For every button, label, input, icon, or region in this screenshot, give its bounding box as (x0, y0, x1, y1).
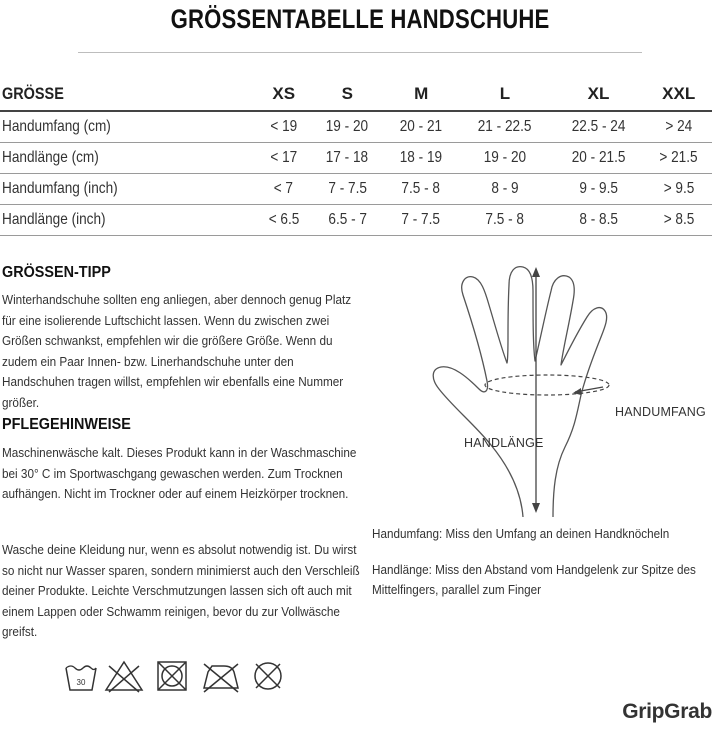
tip-text: Winterhandschuhe sollten eng anliegen, aber dennoch genug Platz für eine isolierende Luftschicht lassen. Wenn du zwischen zwei Größen schwankst, empfehlen wir die größere Größe. Wenn du zudem ein Paar Innen- bzw. Linerhandschuhe unter den Handschuhen tragen willst, empfehlen wir ebenfalls eine Nummer größer. (2, 292, 352, 410)
table-cell: < 7 (257, 173, 310, 204)
wash-temperature: 30 (76, 678, 86, 687)
page-title: GRÖSSENTABELLE HANDSCHUHE (170, 4, 550, 34)
table-cell: > 24 (645, 111, 712, 142)
table-cell: 7 - 7.5 (310, 173, 384, 204)
header-l: L (458, 78, 552, 111)
table-cell: 19 - 20 (310, 111, 384, 142)
row-label: Handumfang (inch) (0, 173, 257, 204)
table-cell: 22.5 - 24 (552, 111, 646, 142)
table-cell: 6.5 - 7 (310, 204, 384, 235)
row-label: Handlänge (inch) (0, 204, 257, 235)
table-cell: 18 - 19 (384, 142, 458, 173)
table-cell: < 19 (257, 111, 310, 142)
care-heading: PFLEGEHINWEISE (2, 416, 131, 433)
no-tumble-dry-icon (158, 662, 186, 690)
table-cell: 20 - 21.5 (552, 142, 646, 173)
table-cell: > 9.5 (645, 173, 712, 204)
row-label: Handlänge (cm) (0, 142, 257, 173)
table-cell: 17 - 18 (310, 142, 384, 173)
no-bleach-icon (106, 662, 142, 692)
size-table (0, 78, 712, 236)
table-cell: < 6.5 (257, 204, 310, 235)
table-header-row (0, 78, 712, 111)
table-row (0, 173, 712, 204)
circumference-label: HANDUMFANG (615, 405, 706, 419)
table-cell: > 8.5 (645, 204, 712, 235)
table-cell: 20 - 21 (384, 111, 458, 142)
wash-30-icon (66, 666, 96, 690)
length-label: HANDLÄNGE (464, 436, 544, 450)
arrow-up-icon (532, 267, 540, 277)
table-cell: 7.5 - 8 (458, 204, 552, 235)
header-size: GRÖSSE (0, 78, 257, 111)
table-cell: 19 - 20 (458, 142, 552, 173)
caption-length: Handlänge: Miss den Abstand vom Handgelenk zur Spitze des Mittelfingers, parallel zum Finger (372, 562, 696, 597)
header-xl: XL (552, 78, 646, 111)
caption-circumference: Handumfang: Miss den Umfang an deinen Handknöcheln (372, 526, 670, 541)
header-xs: XS (257, 78, 310, 111)
table-row (0, 111, 712, 142)
row-label: Handumfang (cm) (0, 111, 257, 142)
circumference-ellipse (485, 375, 609, 395)
table-cell: 7.5 - 8 (384, 173, 458, 204)
tip-heading: GRÖSSEN-TIPP (2, 264, 111, 281)
table-cell: > 21.5 (645, 142, 712, 173)
table-row (0, 142, 712, 173)
table-cell: 8 - 9 (458, 173, 552, 204)
table-cell: < 17 (257, 142, 310, 173)
no-iron-icon (204, 664, 238, 692)
header-xxl: XXL (645, 78, 712, 111)
table-cell: 7 - 7.5 (384, 204, 458, 235)
care-symbols (62, 656, 292, 696)
header-m: M (384, 78, 458, 111)
care-text-2: Wasche deine Kleidung nur, wenn es absolut notwendig ist. Du wirst so nicht nur Wasser sparen, sondern minimierst auch den Verschleiß deiner Produkte. Leichte Verschmutzungen lassen sich oft auch mit einem Lappen oder Schwamm reinigen, bevor du zur Vollwäsche greifst. (2, 542, 360, 639)
table-cell: 21 - 22.5 (458, 111, 552, 142)
table-row (0, 204, 712, 235)
table-cell: 8 - 8.5 (552, 204, 646, 235)
hand-diagram (425, 255, 655, 525)
table-cell: 9 - 9.5 (552, 173, 646, 204)
arrow-down-icon (532, 503, 540, 513)
care-text: Maschinenwäsche kalt. Dieses Produkt kann in der Waschmaschine bei 30° C im Sportwaschgang gewaschen werden. Zum Trocknen aufhängen. Nicht im Trockner oder auf einem Heizkörper trocknen. (2, 445, 357, 501)
brand-logo: GripGrab (622, 700, 712, 723)
title-divider (78, 52, 642, 53)
no-dry-clean-icon (255, 663, 281, 689)
header-s: S (310, 78, 384, 111)
